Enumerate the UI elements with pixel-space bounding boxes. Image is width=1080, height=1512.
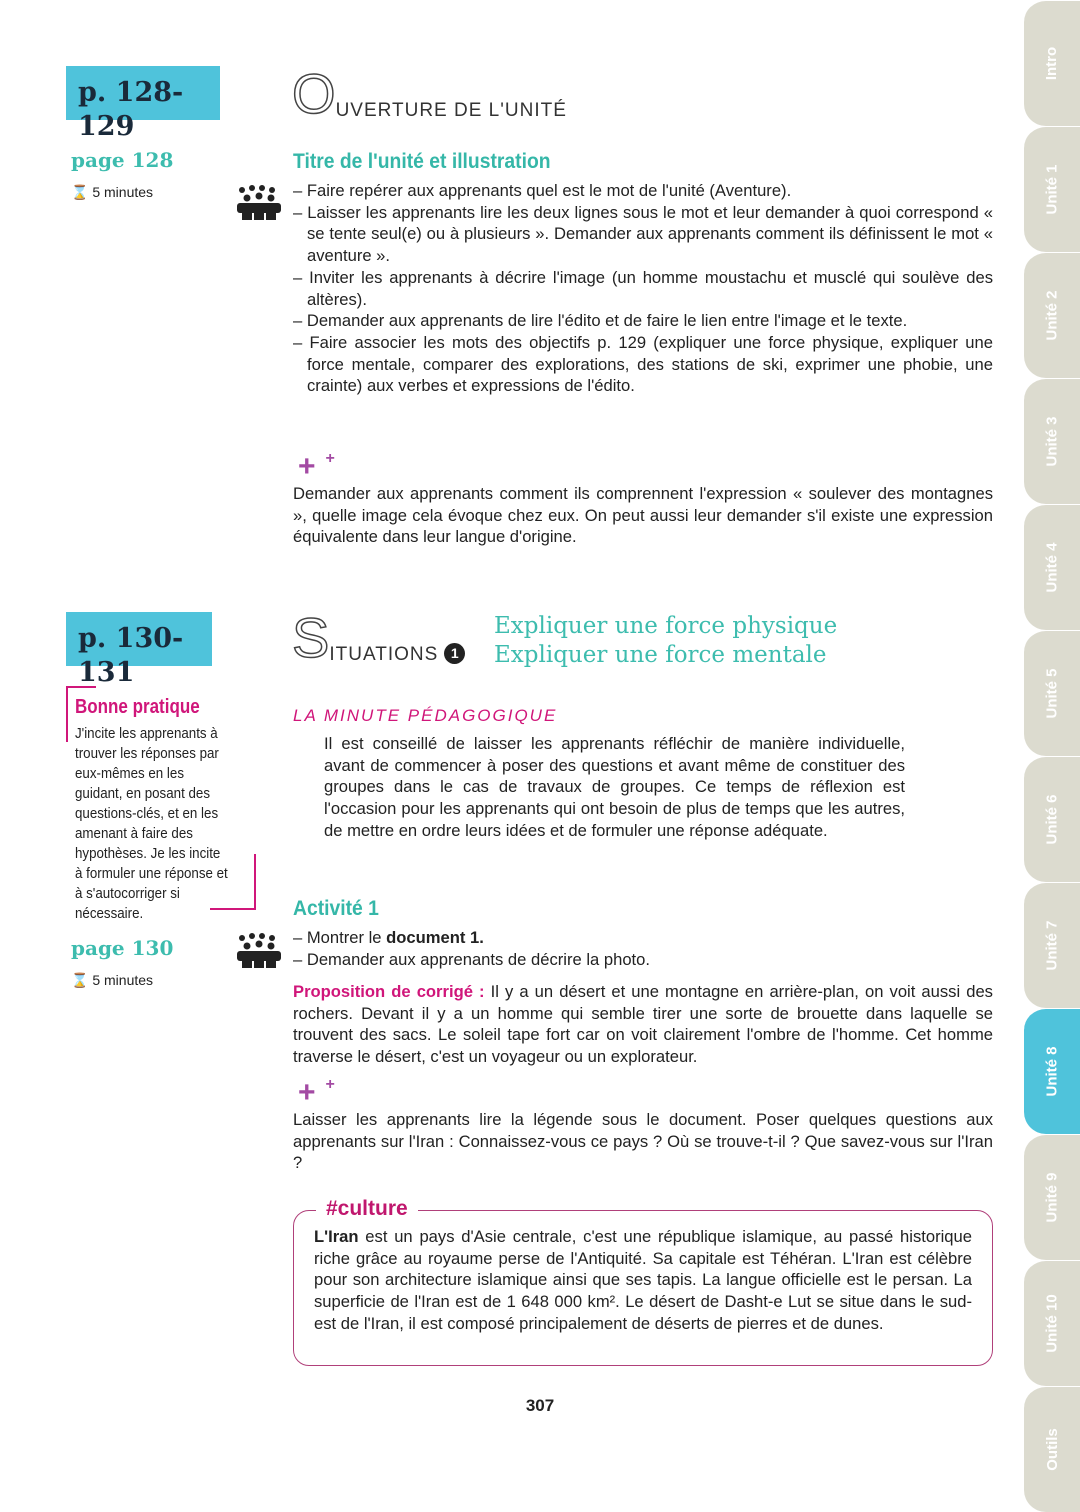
page-label: page 128	[71, 148, 174, 172]
objective: Expliquer une force physique	[494, 613, 838, 639]
list-item	[293, 927, 993, 949]
plus-icon: + +	[298, 450, 335, 483]
list-item: – Inviter les apprenants à décrire l'image (un homme moustachu et musclé qui soulève des altères).	[293, 267, 993, 309]
unit-tabs	[1024, 0, 1080, 1512]
tab-intro[interactable]	[1024, 0, 1080, 126]
tab-unite-10[interactable]	[1024, 1260, 1080, 1386]
tab-unite-6[interactable]	[1024, 756, 1080, 882]
subsection-heading: Titre de l'unité et illustration	[293, 150, 551, 173]
group-icon	[236, 184, 282, 220]
culture-title: #culture	[316, 1197, 418, 1221]
drop-letter: O	[292, 62, 336, 125]
list-item: – Demander aux apprenants de décrire la photo.	[293, 949, 650, 969]
tab-label: Unité 9	[1043, 1172, 1061, 1223]
corrige	[293, 981, 993, 1068]
corrige-label: Proposition de corrigé :	[293, 982, 485, 1001]
tab-label: Unité 1	[1043, 164, 1061, 215]
activity-list	[293, 927, 993, 970]
plus-icon: + +	[298, 1076, 335, 1109]
minute-title: LA MINUTE PÉDAGOGIQUE	[293, 706, 558, 725]
list-item: – Demander aux apprenants de lire l'édito et de faire le lien entre l'image et le texte.	[293, 311, 908, 331]
duration-text: 5 minutes	[92, 972, 154, 988]
tab-unite-4[interactable]	[1024, 504, 1080, 630]
section-title	[292, 606, 465, 669]
tab-label: Intro	[1043, 46, 1061, 81]
section-title-text: UVERTURE DE L'UNITÉ	[335, 100, 567, 121]
list-item: – Faire associer les mots des objectifs p. 129 (expliquer une force physique, expliquer une force mentale, comparer des explorations, des stations de ski, exprimer une phobie, une crainte) aux verbes et expressions de l'édito.	[293, 332, 993, 396]
list-item: – Faire repérer aux apprenants quel est le mot de l'unité (Aventure).	[293, 181, 792, 200]
tab-label: Unité 2	[1043, 290, 1061, 341]
culture-subject: L'Iran	[314, 1227, 359, 1246]
tab-unite-1[interactable]	[1024, 126, 1080, 252]
objectives	[494, 612, 837, 670]
situation-number: 1	[444, 643, 465, 664]
list-item-text: – Montrer le	[293, 928, 387, 947]
culture-text	[314, 1226, 972, 1335]
tab-label: Outils	[1043, 1428, 1061, 1471]
hourglass-icon: ⌛	[71, 972, 89, 988]
tab-label: Unité 4	[1043, 542, 1061, 593]
duration	[71, 184, 153, 201]
tab-unite-9[interactable]	[1024, 1134, 1080, 1260]
tab-unite-2[interactable]	[1024, 252, 1080, 378]
page-range-badge: p. 130-131	[66, 612, 212, 666]
duration-text: 5 minutes	[92, 184, 154, 200]
tab-label: Unité 7	[1043, 920, 1061, 971]
instruction-list	[293, 180, 993, 397]
page-range-badge: p. 128-129	[66, 66, 220, 120]
tip-title: Bonne pratique	[75, 696, 200, 718]
corrige-text: Il y a un désert et une montagne en arrière-plan, on voit aussi des rochers. Devant il y a un homme qui semble tirer une sorte de brouette dans laquelle se trouvent des sacs. Le soleil tape fort car on voit clairement l'ombre de l'homme. Cet homme traverse le désert, c'est un voyageur ou un explorateur.	[293, 982, 993, 1067]
tab-label: Unité 3	[1043, 416, 1061, 467]
list-item: – Laisser les apprenants lire les deux lignes sous le mot et leur demander à quoi correspond « se tente seul(e) ou à plusieurs ». Demander aux apprenants comment ils définissent le mot « aventure ».	[293, 202, 993, 266]
page-number: 307	[525, 1396, 555, 1415]
page-label: page 130	[71, 936, 174, 960]
tab-label: Unité 10	[1043, 1294, 1061, 1353]
activity-heading: Activité 1	[293, 897, 379, 920]
tab-unite-8[interactable]	[1024, 1008, 1080, 1134]
objective: Expliquer une force mentale	[494, 642, 827, 668]
drop-letter: S	[292, 606, 330, 669]
section-title-text: ITUATIONS	[329, 644, 439, 665]
tab-unite-7[interactable]	[1024, 882, 1080, 1008]
tip-text: J'incite les apprenants à trouver les réponses par eux-mêmes en les guidant, en posant des questions-clés, et en les amenant à faire des hypothèses. Je les incite à formuler une réponse et à s'autocorriger si nécessaire.	[75, 726, 228, 922]
tab-label: Unité 8	[1043, 1046, 1061, 1097]
plus-text: Laisser les apprenants lire la légende sous le document. Poser quelques questions aux apprenants sur l'Iran : Connaissez-vous ce pays ? Où se trouve-t-il ? Que savez-vous sur l'Iran ?	[293, 1110, 993, 1173]
culture-body: est un pays d'Asie centrale, c'est une république islamique, au passé historique riche grâce au royaume perse de l'Antiquité. Sa capitale est Téhéran. L'Iran est célèbre pour son architecture islamique ainsi que ses tapis. La langue officielle est le persan. La superficie de l'Iran est de 1 648 000 km². Le désert de Dasht-e Lut se situe dans le sud-est de l'Iran, il est composé principalement de déserts de pierres et de dunes.	[314, 1227, 972, 1333]
minute-text: Il est conseillé de laisser les apprenants réfléchir de manière individuelle, avant de commencer à poser des questions et avant même de constituer des groupes dans le cas de travaux de groupes. Ce temps de réflexion est l'occasion pour les apprenants qui ont besoin de plus de temps que les autres, de mettre en ordre leurs idées et de formuler une réponse adéquate.	[324, 734, 905, 840]
hourglass-icon: ⌛	[71, 184, 89, 200]
tab-label: Unité 5	[1043, 668, 1061, 719]
tab-unite-3[interactable]	[1024, 378, 1080, 504]
duration	[71, 972, 153, 989]
section-title	[292, 62, 567, 125]
document-ref: document 1.	[386, 928, 484, 947]
tab-unite-5[interactable]	[1024, 630, 1080, 756]
plus-text: Demander aux apprenants comment ils comprennent l'expression « soulever des montagnes », quelle image cela évoque chez eux. On peut aussi leur demander s'il existe une expression équivalente dans leur langue d'origine.	[293, 484, 993, 547]
group-icon	[236, 932, 282, 968]
tab-label: Unité 6	[1043, 794, 1061, 845]
